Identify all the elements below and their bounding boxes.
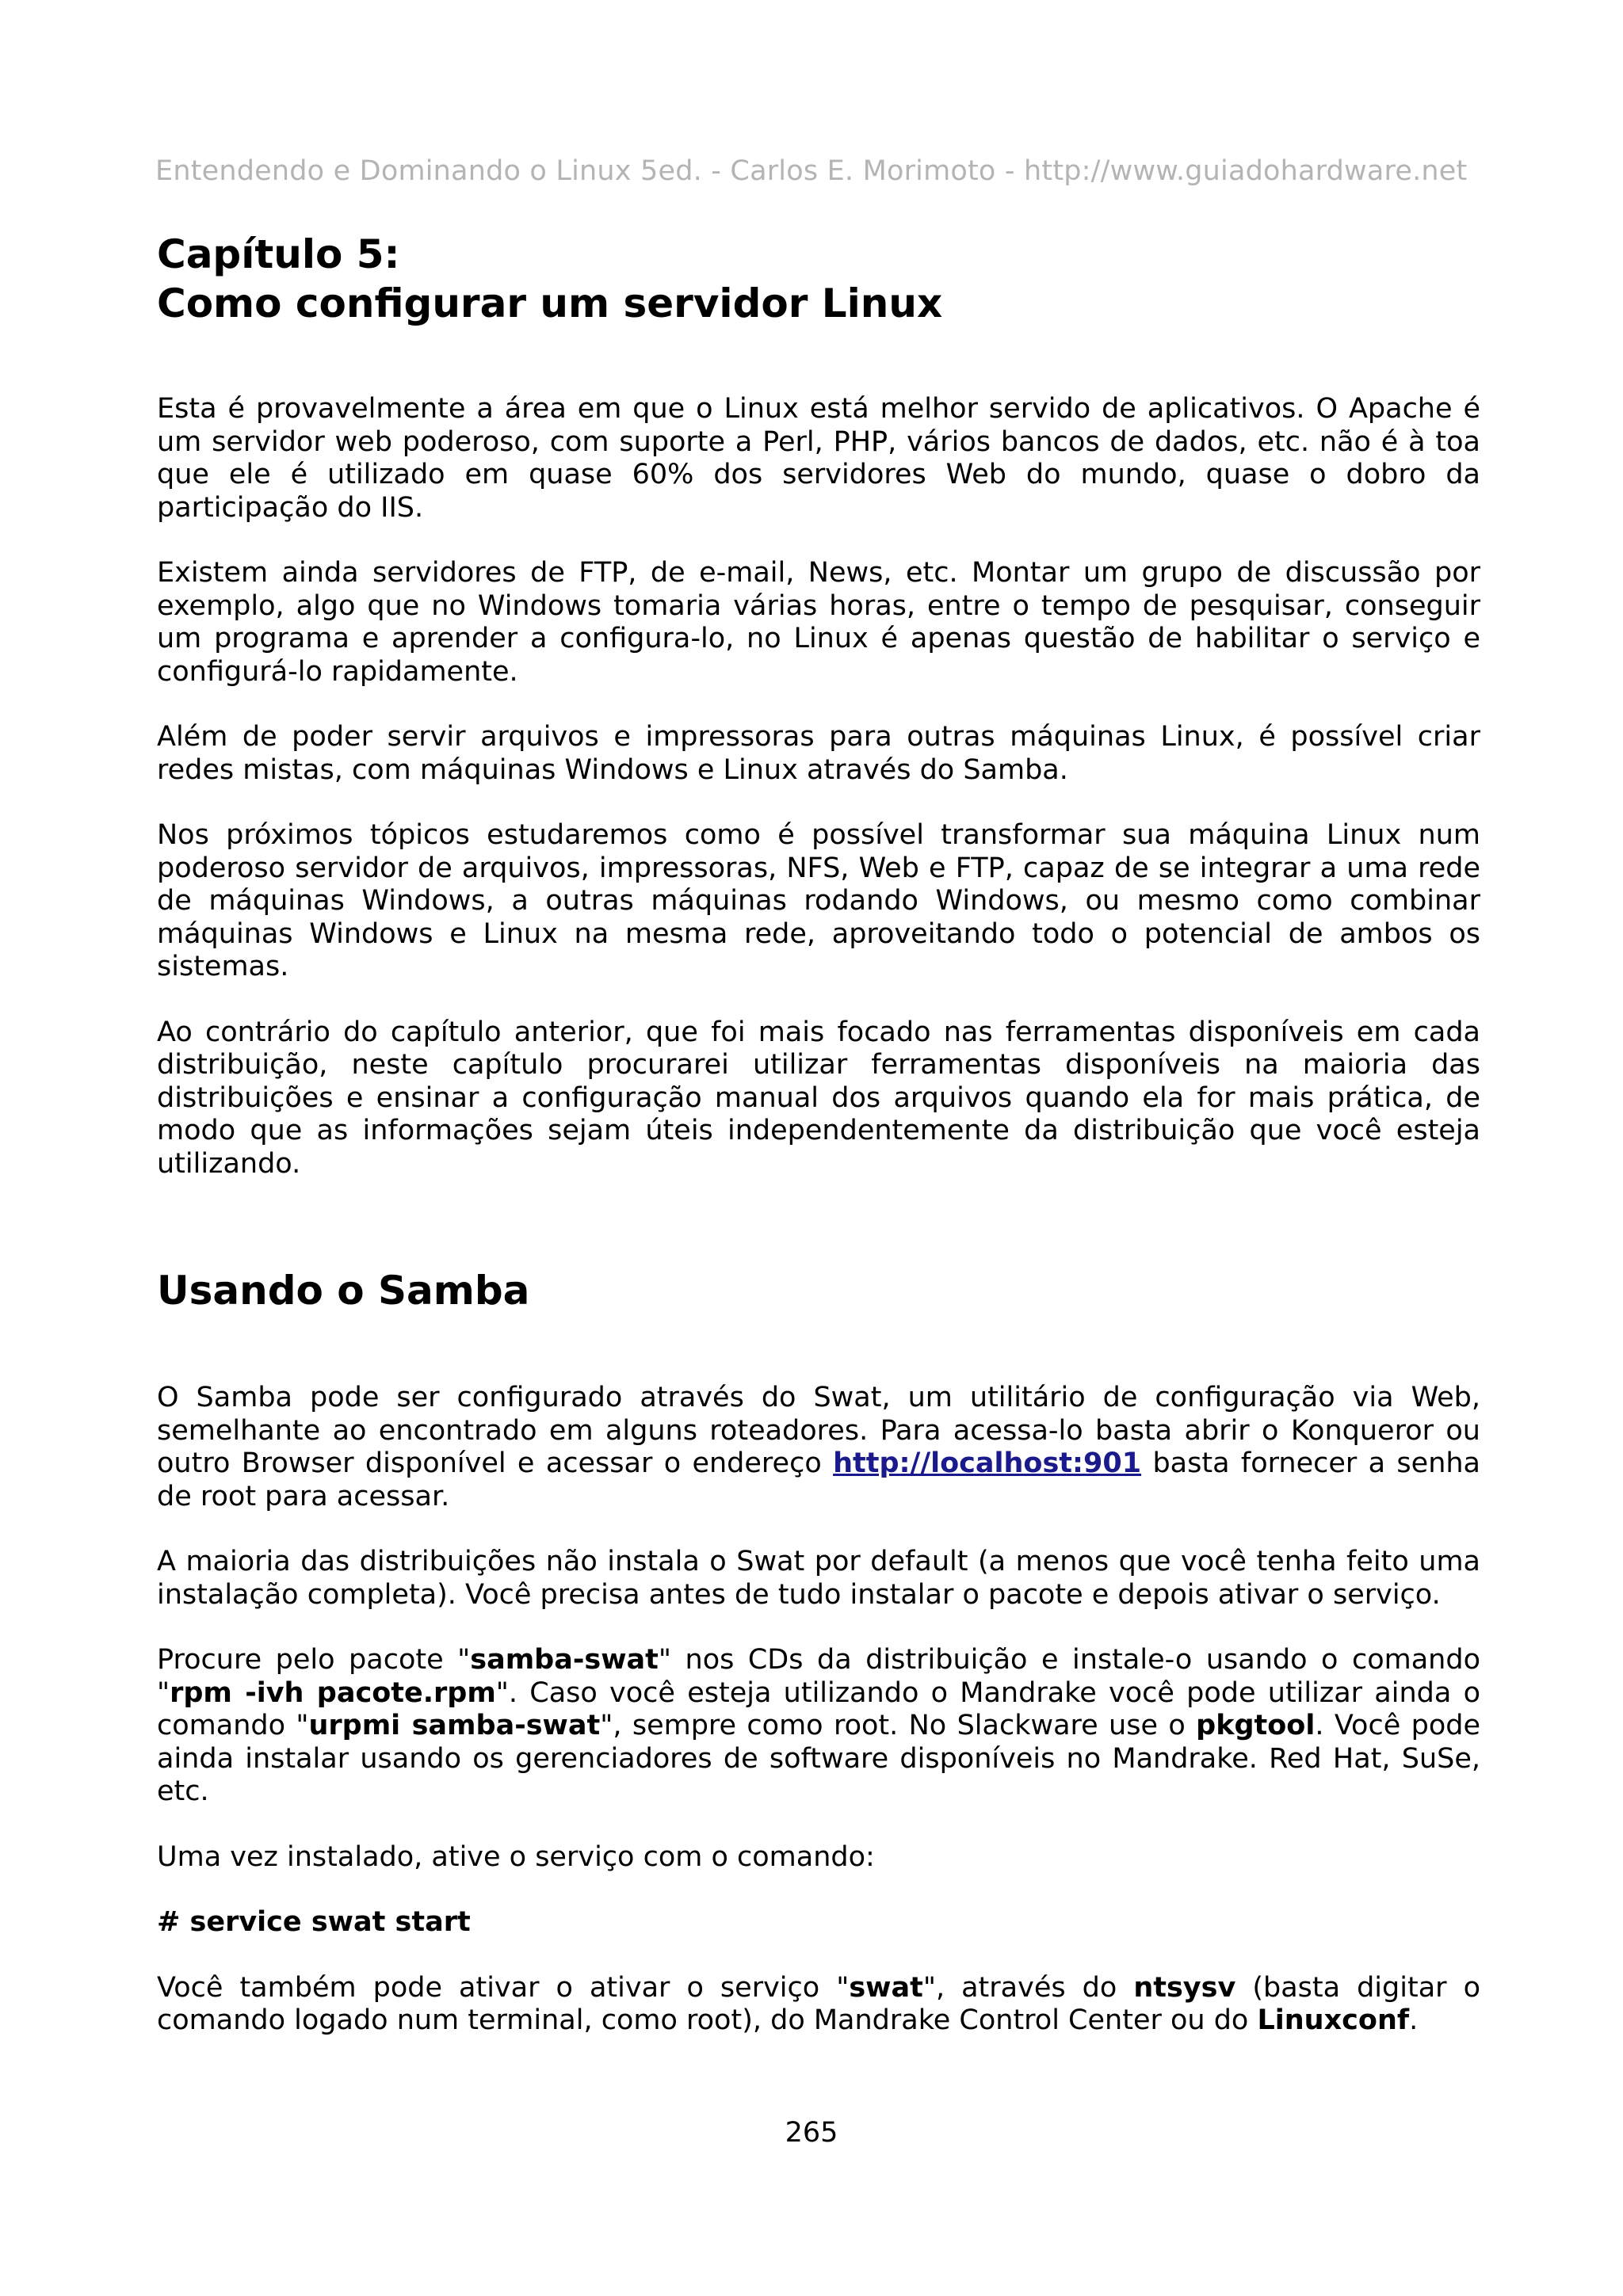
page-number: 265	[785, 2117, 838, 2149]
service-command	[157, 1906, 1480, 1939]
linuxconf-tool: Linuxconf	[1257, 2004, 1410, 2036]
text-run: ". Caso você esteja utilizando o Mandrake você pode utilizar ainda o comando "	[157, 1676, 1480, 1741]
text-run: Procure pelo pacote "	[157, 1644, 471, 1676]
swat-link[interactable]: http://localhost:901	[833, 1447, 1142, 1479]
samba-paragraph-4: Uma vez instalado, ative o serviço com o comando:	[157, 1840, 875, 1873]
package-name: samba-swat	[470, 1644, 659, 1676]
command-text: # service swat start	[157, 1906, 471, 1938]
intro-paragraph-3: Além de poder servir arquivos e impressoras para outras máquinas Linux, é possível criar redes mistas, com máquinas Windows e Linux através do Samba.	[157, 721, 1480, 786]
samba-paragraph-5	[157, 1972, 1480, 2038]
pkgtool-name: pkgtool	[1196, 1710, 1316, 1741]
text-run: Você também pode ativar o ativar o serviço "	[157, 1971, 850, 2004]
running-header: Entendendo e Dominando o Linux 5ed. - Carlos E. Morimoto - http://www.guiadohardware.net	[155, 155, 1468, 187]
samba-paragraph-3	[157, 1644, 1480, 1809]
intro-paragraph-5: Ao contrário do capítulo anterior, que foi mais focado nas ferramentas disponíveis em cada distribuição, neste capítulo procurarei utilizar ferramentas disponíveis na maioria das distribuições e ensinar a configuração manual dos arquivos quando ela for mais prática, de modo que as informações sejam úteis independentemente da distribuição que você esteja utilizando.	[157, 1016, 1480, 1180]
chapter-name: Como configurar um servidor Linux	[157, 280, 943, 326]
intro-paragraph-2: Existem ainda servidores de FTP, de e-mail, News, etc. Montar um grupo de discussão por exemplo, algo que no Windows tomaria várias horas, entre o tempo de pesquisar, conseguir um programa e aprender a configura-lo, no Linux é apenas questão de habilitar o serviço e configurá-lo rapidamente.	[157, 557, 1480, 688]
rpm-command: rpm -ivh pacote.rpm	[170, 1676, 496, 1709]
urpmi-command: urpmi samba-swat	[308, 1710, 601, 1741]
text-run: (basta digitar o comando logado num terminal, como root), do Mandrake Control Center ou do	[157, 1971, 1480, 2036]
text-run: .	[1409, 2004, 1419, 2036]
text-run: " nos CDs da distribuição e instale-o usando o comando "	[157, 1644, 1480, 1709]
chapter-title	[157, 230, 1480, 328]
intro-paragraph-1: Esta é provavelmente a área em que o Linux está melhor servido de aplicativos. O Apache é um servidor web poderoso, com suporte a Perl, PHP, vários bancos de dados, etc. não é à toa que ele é utilizado em quase 60% dos servidores Web do mundo, quase o dobro da participação do IIS.	[157, 393, 1480, 524]
swat-service: swat	[849, 1971, 923, 2004]
samba-paragraph-1	[157, 1382, 1480, 1513]
text-run: basta fornecer a senha de root para acessar.	[157, 1447, 1481, 1512]
text-run: ", através do	[922, 1971, 1134, 2004]
chapter-number: Capítulo 5:	[157, 231, 400, 277]
ntsysv-tool: ntsysv	[1133, 1971, 1236, 2004]
text-run: ", sempre como root. No Slackware use o	[600, 1710, 1197, 1741]
samba-paragraph-2: A maioria das distribuições não instala o Swat por default (a menos que você tenha feito uma instalação completa). Você precisa antes de tudo instalar o pacote e depois ativar o serviço.	[157, 1546, 1480, 1611]
section-title-samba: Usando o Samba	[157, 1268, 530, 1314]
intro-paragraph-4: Nos próximos tópicos estudaremos como é possível transformar sua máquina Linux num poderoso servidor de arquivos, impressoras, NFS, Web e FTP, capaz de se integrar a uma rede de máquinas Windows, a outras máquinas rodando Windows, ou mesmo como combinar máquinas Windows e Linux na mesma rede, aproveitando todo o potencial de ambos os sistemas.	[157, 819, 1480, 982]
page-content	[157, 230, 1480, 2038]
text-run: . Você pode ainda instalar usando os gerenciadores de software disponíveis no Mandrake. Red Hat, SuSe, etc.	[157, 1710, 1480, 1807]
text-run: O Samba pode ser configurado através do Swat, um utilitário de configuração via Web, semelhante ao encontrado em alguns roteadores. Para acessa-lo basta abrir o Konqueror ou outro Browser disponível e acessar o endereço	[157, 1382, 1480, 1479]
